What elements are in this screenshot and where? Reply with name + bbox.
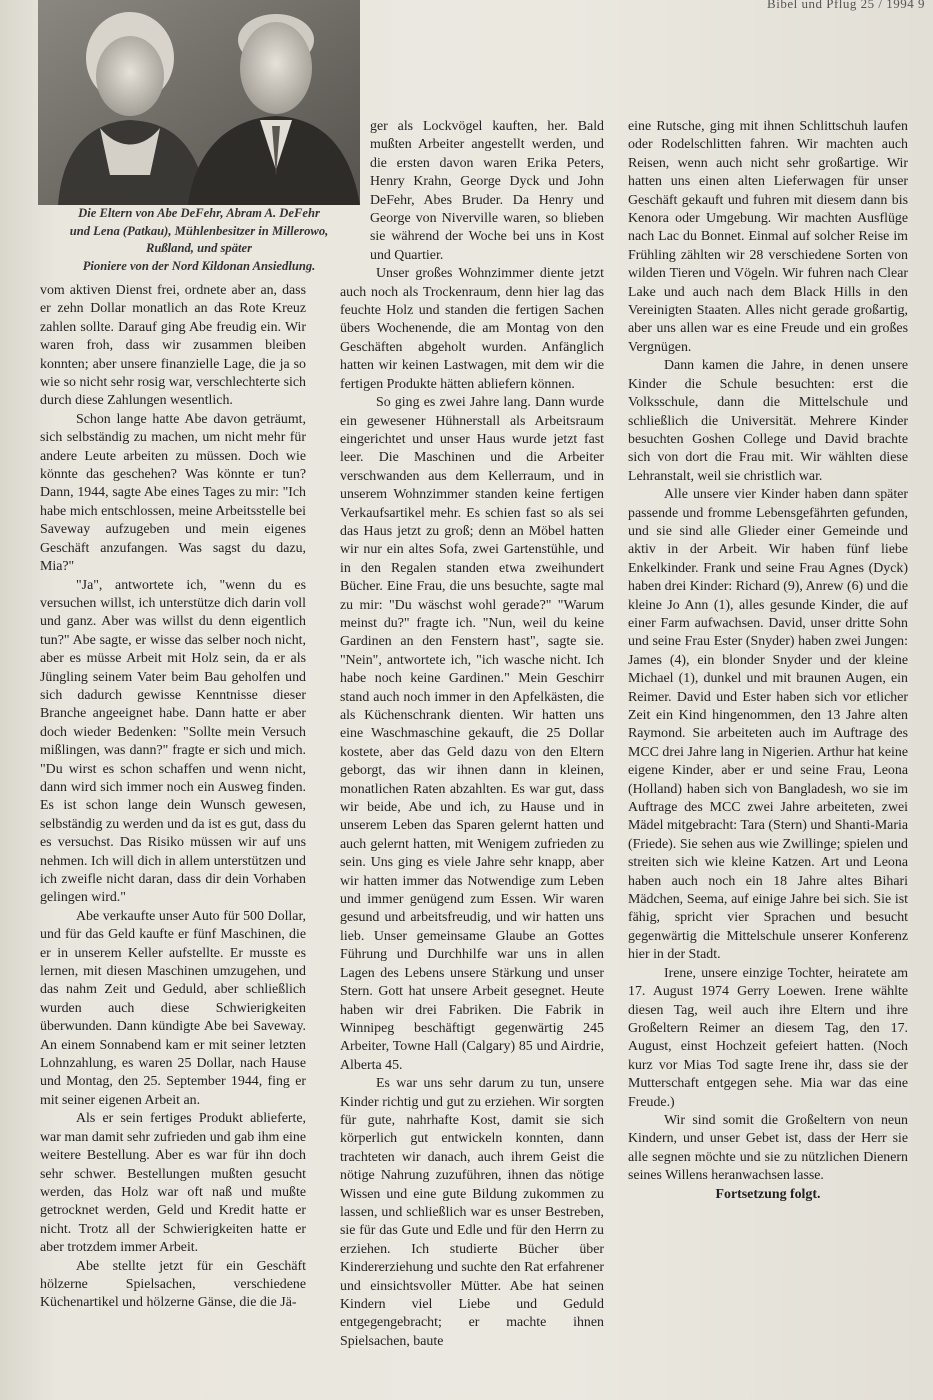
paragraph: Unser großes Wohnzimmer diente jetzt auch noch als Trockenraum, denn hier lag das feuchte Holz und standen die fertigen Sachen übers Wochenende, die am Montag von den Geschäften abgeholt wurden. Anfänglich hatten wir keinen Lastwagen, mit dem wir die fertigen Produkte hätten abliefern können. bbox=[340, 266, 604, 392]
text-column-3 bbox=[628, 118, 908, 1204]
photo-caption bbox=[40, 205, 358, 275]
paragraph: vom aktiven Dienst frei, ordnete aber an, dass er zehn Dollar monatlich an das Rote Kreuz zahlen sollte. Darauf ging Abe freudig ein. Wir waren froh, dass wir zusammen bleiben konnten; aber unsere finanzielle Lage, die ja so wie so nicht sehr rosig war, verschlechterte sich durch diese Zahlungen wesentlich. bbox=[40, 283, 306, 409]
paragraph: eine Rutsche, ging mit ihnen Schlittschuh laufen oder Rodelschlitten fahren. Wir machten auch Reisen, wenn auch nicht sehr großartige. Wir hatten uns einen alten Lieferwagen für unser Geschäft gekauft und fuhren mit diesem dann bis Kenora oder Umgebung. Wir machten Ausflüge nach Lac du Bonnet. Einmal auf solcher Reise im Frühling zählten wir 28 verschiedene Sorten von wilden Tieren und Vögeln. Wir fuhren nach Clear Lake und auch nach dem Black Hills in den Vereinigten Staaten. Alles nicht gerade großartig, aber uns allen war es eine Freude und ein großes Vergnügen. bbox=[628, 119, 908, 355]
text-column-2 bbox=[340, 118, 604, 1351]
paragraph: Abe verkaufte unser Auto für 500 Dollar, und für das Geld kaufte er fünf Maschinen, die er in unserem Keller aufstellte. Er musste es lernen, mit diesen Maschinen umzugehen, und das nahm Zeit und Geduld, aber schließlich wurden auch diese Schwierigkeiten überwunden. Dann kündigte Abe bei Saveway. An einem Sonnabend kam er mit seiner letzten Lohnzahlung, es waren 25 Dollar, nach Hause und Montag, den 25. September 1944, fing er mit seiner eigenen Arbeit an. bbox=[40, 908, 306, 1108]
continuation-note: Fortsetzung folgt. bbox=[715, 1186, 821, 1202]
paragraph: Dann kamen die Jahre, in denen unsere Kinder die Schule besuchten: erst die Volksschule, dann die Mittelschule und schließlich die Universität. Mehrere Kinder besuchten Goshen College und David brachte sich von dort die Frau mit. Wir wählten diese Lehranstalt, weil sie christlich war. bbox=[628, 358, 908, 484]
caption-line: und Lena (Patkau), Mühlenbesitzer in Millerowo, bbox=[69, 223, 329, 238]
paragraph: Wir sind somit die Großeltern von neun Kindern, und unser Gebet ist, dass der Herr sie alle segnen möchte und sie zu nützlichen Dienern seines Willens heranwachsen lasse. bbox=[628, 1112, 908, 1184]
running-header: Bibel und Pflug 25 / 1994 9 bbox=[767, 0, 925, 11]
caption-line: Pioniere von der Nord Kildonan Ansiedlung. bbox=[82, 258, 316, 273]
caption-line: Die Eltern von Abe DeFehr, Abram A. DeFehr bbox=[78, 206, 320, 220]
paragraph: Es war uns sehr darum zu tun, unsere Kinder richtig und gut zu erziehen. Wir sorgten für gute, nahrhafte Kost, damit sie sich körperlich gut entwickeln konnten, dann trachteten wir danach, auch ihrem Geist die nötige Nahrung zuzuführen, ihnen das nötige Wissen und eine gute Bildung zukommen zu lassen, und schließlich war es unser Bestreben, sie für das Gute und Edle und für den Herrn zu erziehen. Ich studierte Bücher über Kindererziehung und suchte den Rat erfahrener und einsichtsvoller Mütter. Abe hat seinen Kindern viel Liebe und Geduld entgegengebracht; er machte ihnen Spielsachen, baute bbox=[340, 1076, 604, 1349]
caption-line: Rußland, und später bbox=[145, 241, 253, 255]
paragraph: "Ja", antwortete ich, "wenn du es versuchen willst, ich unterstütze dich darin voll und ganz. Aber was willst du denn eigentlich tun?" Abe sagte, er wisse das selber noch nicht, aber es müsse Arbeit mit Holz sein, da er als Jüngling seinem Vater beim Bau geholfen und sich dadurch gewisse Kenntnisse dieser Branche angeeignet habe. Dann hatte er aber doch wieder Bedenken: "Sollte mein Versuch mißlingen, was dann?" fragte er sich und mich. "Du wirst es schon schaffen und wenn nicht, dann wird sich immer noch ein Ausweg finden. Es ist schon lange dein Wunsch gewesen, selbständig zu werden und da ist es gut, dass du es versuchst. Das Risiko müssen wir auf uns nehmen. Ich will dich in allem unterstützen und ich zweifle nicht daran, dass dir dein Vorhaben gelingen wird." bbox=[40, 577, 306, 906]
paragraph: Schon lange hatte Abe davon geträumt, sich selbständig zu machen, um nicht mehr für andere Leute arbeiten zu müssen. Doch wie könnte das geschehen? Was könnte er tun? Dann, 1944, sagte Abe eines Tages zu mir: "Ich habe mich entschlossen, meine Arbeitsstelle bei Saveway aufzugeben und mein eigenes Geschäft anzufangen. Was sagst du dazu, Mia?" bbox=[40, 411, 306, 575]
paragraph: Irene, unsere einzige Tochter, heiratete am 17. August 1974 Gerry Loewen. Irene wählte diesen Tag, weil auch ihre Eltern und ihre Großeltern Reimer an diesem Tag, den 17. August, einst Hochzeit gefeiert hatten. (Noch kurz vor Mias Tod sagte Irene ihr, dass sie der Mutterschaft entgegen sehe. Mia war das eine Freude.) bbox=[628, 965, 908, 1110]
paragraph: Abe stellte jetzt für ein Geschäft hölzerne Spielsachen, verschiedene Küchenartikel und hölzerne Gänse, die die Jä- bbox=[40, 1258, 306, 1311]
text-column-1 bbox=[40, 282, 306, 1313]
paragraph: Als er sein fertiges Produkt ablieferte, war man damit sehr zufrieden und gab ihm eine weitere Bestellung. Aber es war für ihn doch sehr schwer. Bestellungen mußten gesucht werden, das Holz war oft naß und mußte getrocknet werden, Geld und Kredit hatte er nicht. Trotz all der Schwierigkeiten hatte er aber trotzdem immer Arbeit. bbox=[40, 1111, 306, 1256]
paragraph: Alle unsere vier Kinder haben dann später passende und fromme Lebensgefährten gefunden, und sie sind alle Glieder einer Gemeinde und aktiv in der Arbeit. Wir haben fünf liebe Enkelkinder. Frank und seine Frau Agnes (Dyck) haben drei Kinder: Richard (9), Anrew (6) und die kleine Jo Ann (1), alles gesunde Kinder, die auf einer Farm aufwachsen. David, unser dritte Sohn und seine Frau Ester (Snyder) haben zwei Jungen: James (4), ein blonder Snyder und der kleine Michael (1), dunkel und mit braunen Augen, ein Reimer. David und Ester haben sich vor etlicher Zeit ein Kind hingenommen, den 13 Jahre alten Raymond. Sie arbeiteten auch im Auftrage des MCC drei Jahre lang in Nigerien. Arthur hat keine eigene Kinder, aber er und seine Frau, Leona (Holland) haben sich von Bangladesh, wo sie im Auftrage des MCC zwei Jahre arbeiteten, zwei Mädel mitgebracht: Tara (Stern) und Shanti-Maria (Friede). Sie sehen aus wie Zwillinge; spielen und streiten sich wie kleine Katzen. Art und Leona haben auch noch ein 18 Jahre altes Bihari Mädchen, Seema, auf einige Jahre bei sich. Sie ist fähig, spricht vier Sprachen und besucht gegenwärtig die Mittelschule unserer Konferenz hier in der Stadt. bbox=[628, 487, 908, 963]
portrait-photo bbox=[38, 0, 360, 205]
paragraph: So ging es zwei Jahre lang. Dann wurde ein gewesener Hühnerstall als Arbeitsraum eingerichtet und unser Haus wurde jetzt fast leer. Die Maschinen und die Arbeiter verschwanden aus dem Kellerraum, und in unserem Wohnzimmer standen keine fertigen Verkaufsartikel mehr. Es schien fast so als sei das Haus jetzt zu groß; denn an Möbel hatten wir nur ein altes Sofa, zwei Gartenstühle, und in den Regalen standen etwa zweihundert Bücher. Eine Frau, die uns besuchte, sagte mal zu mir: "Du wäschst wohl gerade?" "Warum meinst du?" fragte ich. "Nun, weil du keine Gardinen an den Fenstern hast", sagte sie. "Nein", antwortete ich, "ich wasche nicht. Ich habe noch keine Gardinen." Mein Geschirr stand auch noch immer in den Apfelkästen, die als Küchenschrank dienten. Wir hatten uns eine Waschmaschine gekauft, die 25 Dollar kostete, aber das Geld dazu von den Eltern geborgt, das wir ihnen dann in kleinen, monatlichen Raten abzahlten. Es war gut, dass wir beide, Abe und ich, zu Hause und in unserem Leben das Sparen gelernt hatten und auch gelernt hatten, mit Wenigem zufrieden zu sein. Uns ging es viele Jahre sehr knapp, aber wir hatten immer das Notwendige zum Leben und immer genügend zum Essen. Wir waren gesund und arbeitsfreudig, und wir hatten uns lieb. Unser gemeinsame Glaube an Gottes Führung und Durchhilfe war uns in allen Lagen des Lebens unsere Stärkung und unser Stern. Gott hat unsere Arbeit gesegnet. Heute haben wir drei Fabriken. Die Fabrik in Winnipeg beschäftigt gegenwärtig 245 Arbeiter, Towne Hall (Calgary) 85 und Airdrie, Alberta 45. bbox=[340, 395, 604, 1073]
paragraph: ger als Lockvögel kauften, her. Bald mußten Arbeiter angestellt werden, und die ersten davon waren Erika Peters, Henry Krahn, George Dyck und John DeFehr, Abes Bruder. Da Henry und George von Niverville waren, so blieben sie während der Woche bei uns in Kost und Quartier. bbox=[370, 119, 604, 263]
